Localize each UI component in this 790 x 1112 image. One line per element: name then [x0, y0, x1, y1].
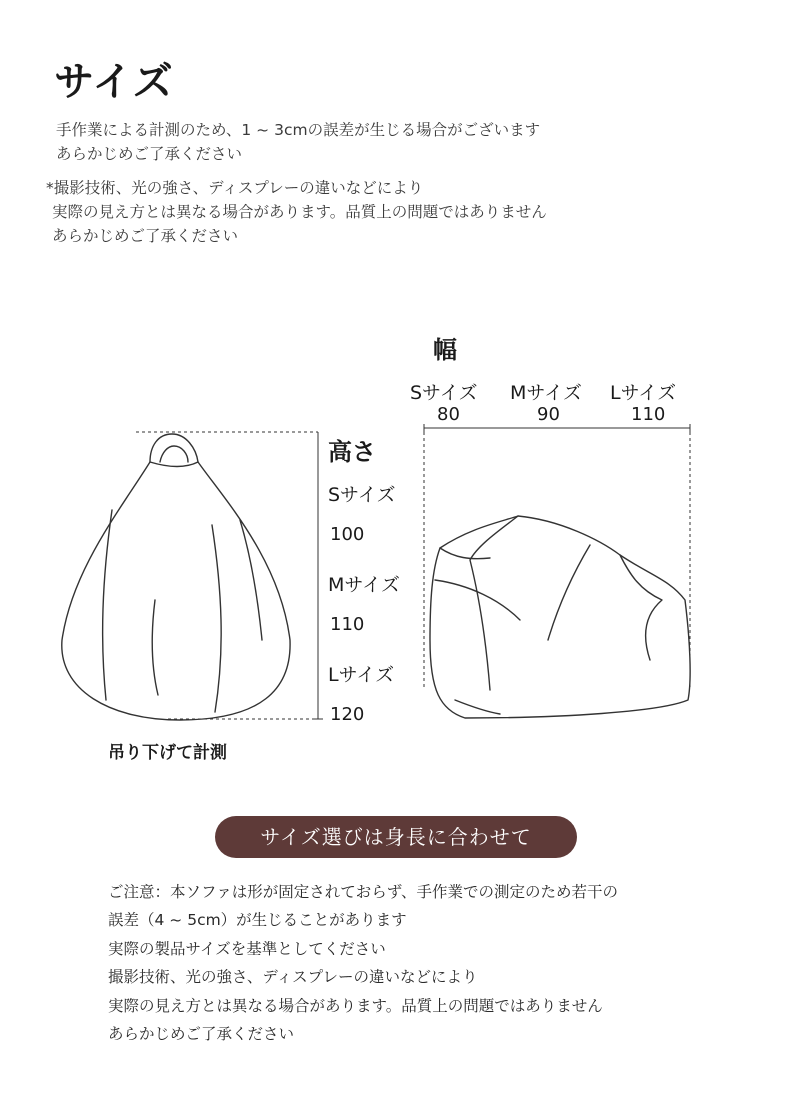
footer-note-line: 実際の製品サイズを基準としてください [108, 939, 386, 958]
width-size-l-label: Lサイズ [610, 382, 677, 404]
height-size-s-label: Sサイズ [328, 484, 396, 506]
width-size-l-value: 110 [631, 404, 666, 425]
page-title: サイズ [54, 59, 174, 105]
height-size-s-value: 100 [330, 524, 365, 545]
footer-notes [108, 878, 618, 1048]
width-label: 幅 [433, 336, 457, 364]
note-line: あらかじめご了承ください [52, 227, 239, 245]
width-size-m-value: 90 [537, 404, 560, 425]
height-size-m-label: Mサイズ [328, 574, 400, 596]
width-size-s-value: 80 [437, 404, 460, 425]
width-size-m-label: Mサイズ [510, 382, 582, 404]
footer-note-line: あらかじめご了承ください [108, 1025, 295, 1044]
height-label: 高さ [328, 438, 376, 466]
footer-note-line: 実際の見え方とは異なる場合があります。品質上の問題ではありません [108, 996, 603, 1015]
height-size-m-value: 110 [330, 614, 365, 635]
note-line: 手作業による計測のため、1 ~ 3cmの誤差が生じる場合がございます [56, 121, 541, 139]
width-size-s-label: Sサイズ [410, 382, 478, 404]
hanging-beanbag-illustration [62, 434, 290, 720]
sofa-beanbag-illustration [430, 516, 690, 718]
footer-note-line: 誤差（4 ~ 5cm）が生じることがあります [108, 911, 407, 930]
height-guide-banner: サイズ選びは身長に合わせて [215, 816, 577, 858]
height-size-l-label: Lサイズ [328, 664, 395, 686]
footer-note-line: ご注意：本ソファは形が固定されておらず、手作業での測定のため若干の [108, 883, 618, 901]
hanging-caption: 吊り下げて計測 [108, 743, 227, 763]
note-line: あらかじめご了承ください [56, 145, 243, 163]
note-line: 実際の見え方とは異なる場合があります。品質上の問題ではありません [52, 203, 547, 221]
height-size-l-value: 120 [330, 704, 365, 725]
footer-note-line: 撮影技術、光の強さ、ディスプレーの違いなどにより [108, 968, 478, 987]
note-line: *撮影技術、光の強さ、ディスプレーの違いなどにより [46, 179, 424, 197]
